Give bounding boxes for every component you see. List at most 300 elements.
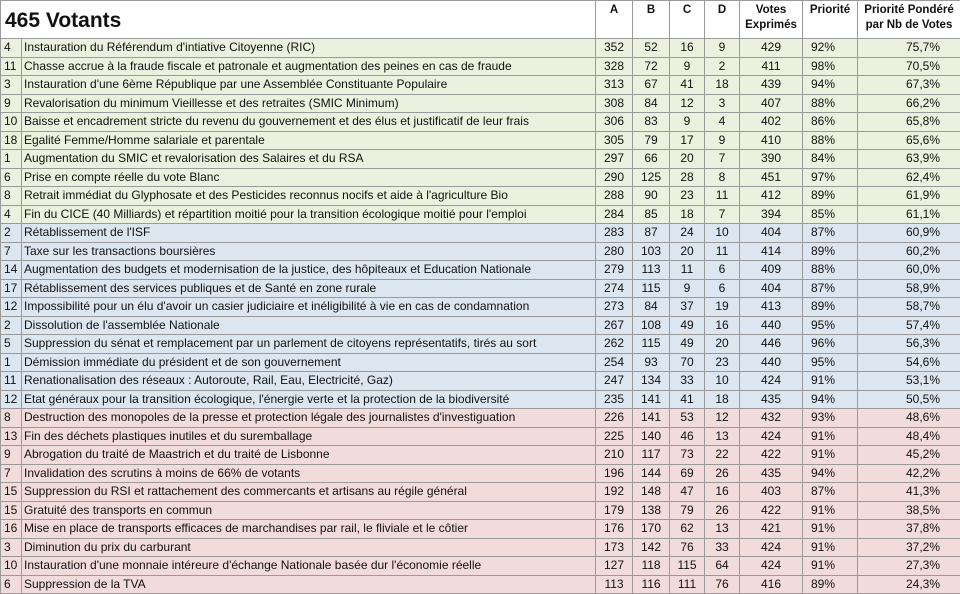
cell-d: 6 bbox=[705, 261, 740, 280]
ponderee-header-line1: Priorité Pondéré bbox=[864, 4, 954, 16]
row-label: Suppression du RSI et rattachement des commercants et artisans au régile général bbox=[22, 483, 596, 502]
cell-priorite: 91% bbox=[803, 446, 858, 465]
cell-d: 12 bbox=[705, 409, 740, 428]
cell-c: 69 bbox=[670, 464, 705, 483]
row-label: Suppression de la TVA bbox=[22, 575, 596, 594]
cell-b: 141 bbox=[633, 390, 670, 409]
cell-priorite: 89% bbox=[803, 298, 858, 317]
row-number: 8 bbox=[1, 409, 22, 428]
cell-a: 279 bbox=[596, 261, 633, 280]
cell-c: 70 bbox=[670, 353, 705, 372]
cell-c: 17 bbox=[670, 131, 705, 150]
table-row bbox=[1, 575, 960, 594]
row-number: 16 bbox=[1, 520, 22, 539]
cell-d: 7 bbox=[705, 150, 740, 169]
cell-a: 288 bbox=[596, 187, 633, 206]
row-label: Fin des déchets plastiques inutiles et du suremballage bbox=[22, 427, 596, 446]
cell-a: 328 bbox=[596, 57, 633, 76]
table-row bbox=[1, 335, 960, 354]
row-label: Mise en place de transports efficaces de marchandises par rail, le fliviale et le côtier bbox=[22, 520, 596, 539]
cell-b: 83 bbox=[633, 113, 670, 132]
cell-b: 115 bbox=[633, 335, 670, 354]
cell-d: 18 bbox=[705, 390, 740, 409]
cell-priorite: 88% bbox=[803, 131, 858, 150]
cell-ponderee: 65,8% bbox=[858, 113, 960, 132]
cell-votes: 410 bbox=[740, 131, 803, 150]
cell-ponderee: 61,9% bbox=[858, 187, 960, 206]
cell-a: 176 bbox=[596, 520, 633, 539]
cell-priorite: 94% bbox=[803, 76, 858, 95]
cell-d: 26 bbox=[705, 501, 740, 520]
table-row bbox=[1, 261, 960, 280]
row-number: 15 bbox=[1, 501, 22, 520]
cell-ponderee: 50,5% bbox=[858, 390, 960, 409]
cell-votes: 432 bbox=[740, 409, 803, 428]
cell-b: 90 bbox=[633, 187, 670, 206]
cell-b: 84 bbox=[633, 298, 670, 317]
row-number: 17 bbox=[1, 279, 22, 298]
table-row bbox=[1, 409, 960, 428]
cell-ponderee: 48,6% bbox=[858, 409, 960, 428]
table-row bbox=[1, 57, 960, 76]
cell-d: 9 bbox=[705, 39, 740, 58]
cell-votes: 403 bbox=[740, 483, 803, 502]
table-row bbox=[1, 446, 960, 465]
cell-d: 7 bbox=[705, 205, 740, 224]
cell-ponderee: 48,4% bbox=[858, 427, 960, 446]
cell-d: 2 bbox=[705, 57, 740, 76]
cell-votes: 440 bbox=[740, 316, 803, 335]
cell-ponderee: 60,0% bbox=[858, 261, 960, 280]
cell-priorite: 91% bbox=[803, 557, 858, 576]
cell-b: 72 bbox=[633, 57, 670, 76]
cell-b: 79 bbox=[633, 131, 670, 150]
row-number: 12 bbox=[1, 298, 22, 317]
cell-c: 11 bbox=[670, 261, 705, 280]
cell-a: 173 bbox=[596, 538, 633, 557]
row-number: 18 bbox=[1, 131, 22, 150]
cell-priorite: 94% bbox=[803, 390, 858, 409]
cell-d: 13 bbox=[705, 520, 740, 539]
col-header-a: A bbox=[596, 1, 633, 39]
cell-d: 11 bbox=[705, 242, 740, 261]
cell-a: 196 bbox=[596, 464, 633, 483]
cell-c: 76 bbox=[670, 538, 705, 557]
cell-a: 306 bbox=[596, 113, 633, 132]
cell-ponderee: 57,4% bbox=[858, 316, 960, 335]
cell-d: 16 bbox=[705, 483, 740, 502]
row-label: Suppression du sénat et remplacement par un parlement de citoyens représentatifs, tirés au sort bbox=[22, 335, 596, 354]
row-number: 1 bbox=[1, 150, 22, 169]
cell-b: 170 bbox=[633, 520, 670, 539]
cell-priorite: 84% bbox=[803, 150, 858, 169]
col-header-priorite: Priorité bbox=[803, 1, 858, 39]
cell-ponderee: 67,3% bbox=[858, 76, 960, 95]
cell-votes: 407 bbox=[740, 94, 803, 113]
cell-a: 235 bbox=[596, 390, 633, 409]
cell-d: 18 bbox=[705, 76, 740, 95]
cell-a: 225 bbox=[596, 427, 633, 446]
table-row bbox=[1, 390, 960, 409]
row-label: Rétablissement des services publiques et de Santé en zone rurale bbox=[22, 279, 596, 298]
cell-c: 16 bbox=[670, 39, 705, 58]
cell-d: 6 bbox=[705, 279, 740, 298]
cell-c: 33 bbox=[670, 372, 705, 391]
cell-ponderee: 37,8% bbox=[858, 520, 960, 539]
table-row bbox=[1, 94, 960, 113]
cell-d: 76 bbox=[705, 575, 740, 594]
cell-ponderee: 27,3% bbox=[858, 557, 960, 576]
cell-a: 267 bbox=[596, 316, 633, 335]
cell-c: 28 bbox=[670, 168, 705, 187]
row-label: Invalidation des scrutins à moins de 66% de votants bbox=[22, 464, 596, 483]
cell-ponderee: 60,2% bbox=[858, 242, 960, 261]
cell-a: 280 bbox=[596, 242, 633, 261]
row-number: 4 bbox=[1, 39, 22, 58]
cell-priorite: 88% bbox=[803, 94, 858, 113]
cell-b: 67 bbox=[633, 76, 670, 95]
table-row bbox=[1, 205, 960, 224]
cell-votes: 422 bbox=[740, 501, 803, 520]
cell-votes: 409 bbox=[740, 261, 803, 280]
cell-c: 9 bbox=[670, 279, 705, 298]
cell-priorite: 97% bbox=[803, 168, 858, 187]
votes-header-line1: Votes bbox=[755, 4, 787, 16]
row-number: 11 bbox=[1, 57, 22, 76]
cell-priorite: 91% bbox=[803, 427, 858, 446]
row-number: 13 bbox=[1, 427, 22, 446]
row-number: 2 bbox=[1, 316, 22, 335]
cell-votes: 402 bbox=[740, 113, 803, 132]
cell-d: 20 bbox=[705, 335, 740, 354]
cell-votes: 424 bbox=[740, 538, 803, 557]
cell-b: 113 bbox=[633, 261, 670, 280]
cell-priorite: 88% bbox=[803, 261, 858, 280]
ponderee-header-line2: par Nb de Votes bbox=[865, 19, 953, 31]
row-label: Destruction des monopoles de la presse et protection légale des journalistes d'investiguation bbox=[22, 409, 596, 428]
cell-a: 274 bbox=[596, 279, 633, 298]
cell-b: 125 bbox=[633, 168, 670, 187]
cell-b: 140 bbox=[633, 427, 670, 446]
cell-a: 305 bbox=[596, 131, 633, 150]
row-label: Dissolution de l'assemblée Nationale bbox=[22, 316, 596, 335]
row-number: 8 bbox=[1, 187, 22, 206]
cell-c: 20 bbox=[670, 150, 705, 169]
table-row bbox=[1, 168, 960, 187]
cell-priorite: 87% bbox=[803, 483, 858, 502]
cell-a: 192 bbox=[596, 483, 633, 502]
cell-votes: 421 bbox=[740, 520, 803, 539]
cell-priorite: 98% bbox=[803, 57, 858, 76]
row-label: Taxe sur les transactions boursières bbox=[22, 242, 596, 261]
cell-a: 313 bbox=[596, 76, 633, 95]
cell-votes: 404 bbox=[740, 279, 803, 298]
cell-votes: 414 bbox=[740, 242, 803, 261]
row-number: 10 bbox=[1, 113, 22, 132]
cell-votes: 413 bbox=[740, 298, 803, 317]
row-number: 3 bbox=[1, 76, 22, 95]
row-label: Baisse et encadrement stricte du revenu du gouvernement et des élus et justificatif de leur frais bbox=[22, 113, 596, 132]
cell-votes: 451 bbox=[740, 168, 803, 187]
cell-priorite: 95% bbox=[803, 316, 858, 335]
cell-priorite: 91% bbox=[803, 520, 858, 539]
cell-d: 23 bbox=[705, 353, 740, 372]
cell-priorite: 85% bbox=[803, 205, 858, 224]
cell-votes: 429 bbox=[740, 39, 803, 58]
row-number: 15 bbox=[1, 483, 22, 502]
cell-c: 9 bbox=[670, 113, 705, 132]
cell-votes: 440 bbox=[740, 353, 803, 372]
row-number: 3 bbox=[1, 538, 22, 557]
cell-b: 142 bbox=[633, 538, 670, 557]
cell-b: 117 bbox=[633, 446, 670, 465]
cell-a: 179 bbox=[596, 501, 633, 520]
table-row bbox=[1, 557, 960, 576]
table-row bbox=[1, 187, 960, 206]
row-label: Instauration d'une 6ème République par une Assemblée Constituante Populaire bbox=[22, 76, 596, 95]
cell-ponderee: 62,4% bbox=[858, 168, 960, 187]
page-title: 465 Votants bbox=[1, 1, 596, 39]
cell-ponderee: 63,9% bbox=[858, 150, 960, 169]
cell-priorite: 86% bbox=[803, 113, 858, 132]
row-label: Retrait immédiat du Glyphosate et des Pesticides reconnus nocifs et aide à l'agriculture Bio bbox=[22, 187, 596, 206]
cell-votes: 446 bbox=[740, 335, 803, 354]
cell-priorite: 89% bbox=[803, 575, 858, 594]
col-header-votes bbox=[740, 1, 803, 39]
cell-d: 26 bbox=[705, 464, 740, 483]
cell-d: 10 bbox=[705, 372, 740, 391]
cell-c: 47 bbox=[670, 483, 705, 502]
row-label: Impossibilité pour un élu d'avoir un casier judiciaire et inéligibilité à vie en cas de condamnation bbox=[22, 298, 596, 317]
cell-c: 20 bbox=[670, 242, 705, 261]
cell-ponderee: 54,6% bbox=[858, 353, 960, 372]
cell-ponderee: 60,9% bbox=[858, 224, 960, 243]
cell-d: 19 bbox=[705, 298, 740, 317]
cell-priorite: 89% bbox=[803, 187, 858, 206]
cell-c: 37 bbox=[670, 298, 705, 317]
cell-b: 66 bbox=[633, 150, 670, 169]
cell-ponderee: 41,3% bbox=[858, 483, 960, 502]
row-number: 7 bbox=[1, 242, 22, 261]
cell-a: 254 bbox=[596, 353, 633, 372]
cell-priorite: 91% bbox=[803, 501, 858, 520]
cell-a: 297 bbox=[596, 150, 633, 169]
cell-a: 283 bbox=[596, 224, 633, 243]
cell-priorite: 87% bbox=[803, 279, 858, 298]
cell-c: 12 bbox=[670, 94, 705, 113]
row-label: Chasse accrue à la fraude fiscale et patronale et augmentation des peines en cas de fraude bbox=[22, 57, 596, 76]
cell-priorite: 96% bbox=[803, 335, 858, 354]
cell-priorite: 91% bbox=[803, 372, 858, 391]
cell-priorite: 94% bbox=[803, 464, 858, 483]
row-label: Abrogation du traité de Maastrich et du traité de Lisbonne bbox=[22, 446, 596, 465]
cell-priorite: 92% bbox=[803, 39, 858, 58]
cell-d: 11 bbox=[705, 187, 740, 206]
table-row bbox=[1, 427, 960, 446]
cell-a: 113 bbox=[596, 575, 633, 594]
row-number: 9 bbox=[1, 94, 22, 113]
cell-ponderee: 70,5% bbox=[858, 57, 960, 76]
cell-a: 210 bbox=[596, 446, 633, 465]
cell-b: 141 bbox=[633, 409, 670, 428]
cell-b: 148 bbox=[633, 483, 670, 502]
row-label: Revalorisation du minimum Vieillesse et des retraites (SMIC Minimum) bbox=[22, 94, 596, 113]
cell-b: 116 bbox=[633, 575, 670, 594]
cell-priorite: 89% bbox=[803, 242, 858, 261]
row-number: 9 bbox=[1, 446, 22, 465]
row-label: Augmentation des budgets et modernisation de la justice, des hôpiteaux et Education Nationale bbox=[22, 261, 596, 280]
table-row bbox=[1, 483, 960, 502]
table-row bbox=[1, 224, 960, 243]
row-label: Instauration d'une monnaie intéreure d'échange Nationale basée dur l'économie réelle bbox=[22, 557, 596, 576]
cell-a: 127 bbox=[596, 557, 633, 576]
cell-votes: 411 bbox=[740, 57, 803, 76]
row-number: 1 bbox=[1, 353, 22, 372]
cell-b: 115 bbox=[633, 279, 670, 298]
cell-votes: 412 bbox=[740, 187, 803, 206]
cell-ponderee: 45,2% bbox=[858, 446, 960, 465]
cell-b: 108 bbox=[633, 316, 670, 335]
cell-c: 9 bbox=[670, 57, 705, 76]
cell-b: 52 bbox=[633, 39, 670, 58]
cell-d: 9 bbox=[705, 131, 740, 150]
table-row bbox=[1, 464, 960, 483]
cell-votes: 416 bbox=[740, 575, 803, 594]
row-number: 2 bbox=[1, 224, 22, 243]
row-number: 10 bbox=[1, 557, 22, 576]
cell-votes: 404 bbox=[740, 224, 803, 243]
cell-ponderee: 24,3% bbox=[858, 575, 960, 594]
cell-b: 118 bbox=[633, 557, 670, 576]
cell-b: 85 bbox=[633, 205, 670, 224]
cell-c: 49 bbox=[670, 335, 705, 354]
cell-b: 84 bbox=[633, 94, 670, 113]
cell-a: 308 bbox=[596, 94, 633, 113]
cell-ponderee: 66,2% bbox=[858, 94, 960, 113]
table-body bbox=[1, 39, 960, 594]
cell-votes: 394 bbox=[740, 205, 803, 224]
cell-ponderee: 61,1% bbox=[858, 205, 960, 224]
cell-priorite: 95% bbox=[803, 353, 858, 372]
row-label: Rétablissement de l'ISF bbox=[22, 224, 596, 243]
col-header-ponderee bbox=[858, 1, 960, 39]
cell-c: 23 bbox=[670, 187, 705, 206]
cell-votes: 390 bbox=[740, 150, 803, 169]
row-label: Diminution du prix du carburant bbox=[22, 538, 596, 557]
cell-d: 33 bbox=[705, 538, 740, 557]
table-row bbox=[1, 353, 960, 372]
table-row bbox=[1, 131, 960, 150]
cell-c: 53 bbox=[670, 409, 705, 428]
cell-d: 64 bbox=[705, 557, 740, 576]
cell-ponderee: 42,2% bbox=[858, 464, 960, 483]
table-row bbox=[1, 242, 960, 261]
table-row bbox=[1, 39, 960, 58]
cell-c: 73 bbox=[670, 446, 705, 465]
cell-priorite: 87% bbox=[803, 224, 858, 243]
cell-ponderee: 58,9% bbox=[858, 279, 960, 298]
cell-d: 16 bbox=[705, 316, 740, 335]
cell-c: 24 bbox=[670, 224, 705, 243]
cell-b: 103 bbox=[633, 242, 670, 261]
cell-c: 111 bbox=[670, 575, 705, 594]
table-row bbox=[1, 501, 960, 520]
row-number: 11 bbox=[1, 372, 22, 391]
cell-ponderee: 65,6% bbox=[858, 131, 960, 150]
cell-a: 247 bbox=[596, 372, 633, 391]
cell-d: 8 bbox=[705, 168, 740, 187]
cell-votes: 439 bbox=[740, 76, 803, 95]
cell-ponderee: 37,2% bbox=[858, 538, 960, 557]
cell-a: 352 bbox=[596, 39, 633, 58]
row-label: Instauration du Référendum d'intiative Citoyenne (RIC) bbox=[22, 39, 596, 58]
cell-c: 41 bbox=[670, 390, 705, 409]
cell-b: 138 bbox=[633, 501, 670, 520]
cell-a: 273 bbox=[596, 298, 633, 317]
row-label: Egalité Femme/Homme salariale et parentale bbox=[22, 131, 596, 150]
row-number: 4 bbox=[1, 205, 22, 224]
cell-ponderee: 56,3% bbox=[858, 335, 960, 354]
cell-d: 4 bbox=[705, 113, 740, 132]
row-number: 6 bbox=[1, 168, 22, 187]
table-row bbox=[1, 520, 960, 539]
row-number: 6 bbox=[1, 575, 22, 594]
table-row bbox=[1, 76, 960, 95]
votes-header-line2: Exprimés bbox=[745, 19, 797, 31]
cell-ponderee: 53,1% bbox=[858, 372, 960, 391]
table-row bbox=[1, 298, 960, 317]
cell-votes: 424 bbox=[740, 427, 803, 446]
cell-priorite: 93% bbox=[803, 409, 858, 428]
cell-b: 93 bbox=[633, 353, 670, 372]
cell-votes: 424 bbox=[740, 557, 803, 576]
cell-c: 49 bbox=[670, 316, 705, 335]
row-number: 12 bbox=[1, 390, 22, 409]
cell-ponderee: 58,7% bbox=[858, 298, 960, 317]
table-row bbox=[1, 372, 960, 391]
row-label: Augmentation du SMIC et revalorisation des Salaires et du RSA bbox=[22, 150, 596, 169]
cell-b: 144 bbox=[633, 464, 670, 483]
row-number: 14 bbox=[1, 261, 22, 280]
cell-votes: 435 bbox=[740, 464, 803, 483]
cell-b: 87 bbox=[633, 224, 670, 243]
cell-ponderee: 38,5% bbox=[858, 501, 960, 520]
cell-votes: 422 bbox=[740, 446, 803, 465]
col-header-d: D bbox=[705, 1, 740, 39]
cell-a: 290 bbox=[596, 168, 633, 187]
cell-ponderee: 75,7% bbox=[858, 39, 960, 58]
row-label: Gratuité des transports en commun bbox=[22, 501, 596, 520]
row-number: 7 bbox=[1, 464, 22, 483]
cell-votes: 435 bbox=[740, 390, 803, 409]
row-label: Prise en compte réelle du vote Blanc bbox=[22, 168, 596, 187]
cell-c: 62 bbox=[670, 520, 705, 539]
row-label: Etat généraux pour la transition écologique, l'énergie verte et la protection de la biodiversité bbox=[22, 390, 596, 409]
table-row bbox=[1, 150, 960, 169]
col-header-c: C bbox=[670, 1, 705, 39]
cell-b: 134 bbox=[633, 372, 670, 391]
row-label: Fin du CICE (40 Milliards) et répartition moitié pour la transition écologique moitié pour l'emploi bbox=[22, 205, 596, 224]
cell-c: 79 bbox=[670, 501, 705, 520]
row-label: Démission immédiate du président et de son gouvernement bbox=[22, 353, 596, 372]
table-row bbox=[1, 316, 960, 335]
cell-priorite: 91% bbox=[803, 538, 858, 557]
cell-a: 226 bbox=[596, 409, 633, 428]
row-number: 5 bbox=[1, 335, 22, 354]
cell-votes: 424 bbox=[740, 372, 803, 391]
table-row bbox=[1, 113, 960, 132]
cell-d: 22 bbox=[705, 446, 740, 465]
